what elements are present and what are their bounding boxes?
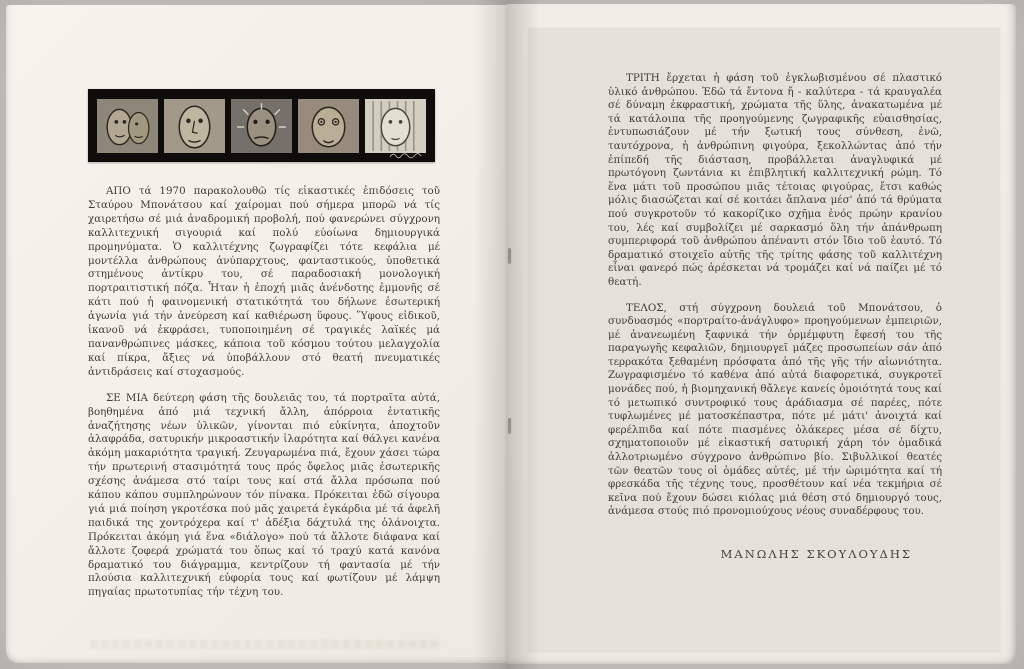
- artwork-strip: [88, 89, 435, 162]
- artist-signature-mark: [389, 150, 423, 160]
- right-text-column: [608, 72, 942, 561]
- show-through-smudge: [90, 640, 440, 649]
- body-paragraph: ΑΠΟ τά 1970 παρακολουθῶ τίς εἰκαστικές ἐπιδόσεις τοῦ Σταύρου Μπονάτσου καί χαίρομαι πού σήμερα μπορῶ νά τίς χαιρετήσω σέ μιά ἀναδρομική προβολή, πού φανερώνει σύγχρονη καλλιτεχνική σιγουριά καί πολύ εὐοίωνα δημιουργικά προμηνύματα. Ὁ καλλιτέχνης ζωγραφίζει τότε κεφάλια μέ μοντέλλα ἀνθρώπους ἀνύπαρχτους, φανταστικούς, ὑποθετικά στημένους ἀντίκρυ του, σέ παραδοσιακή μονολογική πορτραιτιστική πόζα. Ἦταν ἡ ἐποχή μιᾶς ἀνένδοτης ἐμμονῆς σέ κάτι πού ἡ φαινομενική στατικότητά του δήλωνε ἐσωτερική ἀγωνία γιά τήν ἀνεύρεση καί καθιέρωση ὕφους. Ὕφους εἰδικοῦ, ἱκανοῦ νά ἐκφράσει, τυποποιημένη σέ τραγικές λαϊκές μά πανανθρώπινες μάσκες, κάποια τοῦ κόσμου τούτου μελαγχολία καί πίκρα, ἄξιες νά ὑποβάλλουν στό θεατή πνευματικές ἀντιδράσεις καί στοχασμούς.: [88, 185, 440, 378]
- artwork-image-4: [298, 99, 359, 153]
- tinted-panel: [528, 28, 1000, 652]
- staple-mark: [508, 248, 511, 263]
- right-page: [506, 4, 1016, 664]
- body-paragraph: ΣΕ ΜΙΑ δεύτερη φάση τῆς δουλειᾶς του, τά πορτραῖτα αὐτά, βοηθημένα ἀπό μιά τεχνική ἄλλη, ἀπόρροια ἐντατικῆς ἀναζήτησης νέων ὑλικῶν, γίνονται πιό εὐκίνητα, ἀποχτοῦν ἁλαφράδα, σατυρικήν μικροαστικήν ἱλαρότητα καί θάλγει κανένα ἀκόμη μακαριότητα τραγική. Ζευγαρωμένα πιά, ἔχουν χάσει τώρα τήν πρωτερινή στασιμότητά τους πρός ὄφελος μιᾶς ἐσωτερικῆς σχέσης ἀνάμεσα στό ταίρι τους καί στά ἄλλα πρόσωπα πού κάπου κάπου συμπληρώνουν τόν πίνακα. Πρόκειται ἐδῶ σίγουρα γιά μιά ποίηση γκροτέσκα πού μᾶς χαιρετά ἐγκάρδια μέ τά ἀφελῆ παιδικά της χοντρόχερα καί τ' ἀδέξια δάχτυλά της ὁλάνοιχτα. Πρόκειται ἀκόμη γιά ἕνα «διάλογο» πού τά ἄλλοτε διάφανα καί ἄλλοτε ζοφερά χρώματά του ὅπως καί τό τραχύ κατά κανόνα δραματικό του διάγραμμα, κεντρίζουν τή φαντασία μέ τήν πλούσια καλλιτεχνική εὐφορία τους καί φωτίζουν μέ λάμψη πηγαίας πρωτοτυπίας τήν τέχνη του.: [88, 391, 440, 599]
- artwork-image-1: [97, 99, 158, 153]
- author-signature: ΜΑΝΩΛΗΣ ΣΚΟΥΛΟΥΔΗΣ: [720, 547, 912, 561]
- artwork-image-2: [164, 99, 225, 153]
- artwork-image-5: [365, 99, 426, 153]
- staple-mark: [508, 418, 511, 433]
- body-paragraph: ΤΕΛΟΣ, στή σύγχρονη δουλειά τοῦ Μπονάτσου, ὁ συνδυασμός «πορτραίτο-ἀνάγλυφο» προηγούμενων ἐμπειριῶν, μέ ἀνανεωμένη ξαφνικά τήν ὁρμέμφυτη ἔφεσή του τῆς παραγωγῆς κεφαλιῶν, δημιουργεῖ μάζες προσωπείων σάν ἀπό τερρακότα ξεθαμένη πρόσφατα ἀπό τῆς γῆς τήν αἰωνιότητα. Ζωγραφισμένο τό καθένα ἀπό αὐτά διαφορετικά, συγκροτεῖ μονάδες πού, ἡ βιομηχανική θἄλεγε κανείς ὁμοιότητά τους καί τό μετωπικό συντροφικό τους ἀράδιασμα σέ παρέες, πότε τυφλωμένες μέ ματοσκέπαστρα, πότε μέ μάτι' ἀνοιχτά καί φερέλπιδα καί πότε πιασμένες ὁλάκερες μέσα σέ δίχτυ, σχηματοποιοῦν μέ εἰκαστική σατυρική χάρη τόν ὁμαδικά ἀλλοτριωμένο σύγχρονο ἀνθρώπινο βίο. Σιβυλλικοί θεατές τῶν θεατῶν τους οἱ ὁμάδες αὐτές, μέ τήν ὡριμότητα καί τή φρεσκάδα τῆς τέχνης τους, προσθέτουν καί νέα τεκμήρια σέ κεῖνα πού ἔχουν δώσει κιόλας μιά θέση στό δημιουργό τους, ἀνάμεσα στούς πιό προνομιούχους νέους συναδέρφους του.: [608, 301, 942, 518]
- body-paragraph: ΤΡΙΤΗ ἔρχεται ἡ φάση τοῦ ἐγκλωβισμένου σέ πλαστικό ὑλικό ἀνθρώπου. Ἐδῶ τά ἔντονα ἤ - καλύτερα - τά κραυγαλέα σέ δύναμη ἐκφραστική, χρώματα τῆς ὕλης, ἀνακατωμένα μέ τά κατάλοιπα τῆς προηγούμενης ζωγραφικῆς εὐαισθησίας, ἐντυπωσιάζουν μέ τήν ξωτική τους σύνθεση, ἐνῶ, ταυτόχρονα, ἡ ἀνθρώπινη φιγούρα, ξεκολλώντας ἀπό τήν ἐπίπεδή τῆς διάσταση, προβάλλεται ἀναγλυφικά μέ πρωτόγονη ζωντάνια κι ἐπιβλητική καλλιτεχνική ρώμη. Τό ἕνα μάτι τοῦ προσώπου μιᾶς τέτοιας φιγούρας, ἔτσι καθώς μόλις διασώζεται καί σέ κοιτάει ἄπλανα μέσ' ἀπό τά θρύματα πού συγκροτοῦν τό κακορίζικο σχῆμα ἑνός πρώην κρανίου του, λές καί συμβολίζει μέ σαρκασμό ὅλη τήν ἀπάνθρωπη συμπεριφορά τοῦ ἀνθρώπου ἀπέναντι στόν ἴδιο τοῦ ἑαυτό. Τό δραματικό στοιχεῖο αὐτῆς τῆς τρίτης φάσης τοῦ καλλιτέχνη εἶναι φανερό πώς ἀρέσκεται νά τρομάζει καί νά παίζει μέ τό θεατή.: [608, 72, 942, 288]
- left-text-column: [88, 185, 440, 612]
- artwork-image-3: [231, 99, 292, 153]
- left-page: [6, 5, 506, 663]
